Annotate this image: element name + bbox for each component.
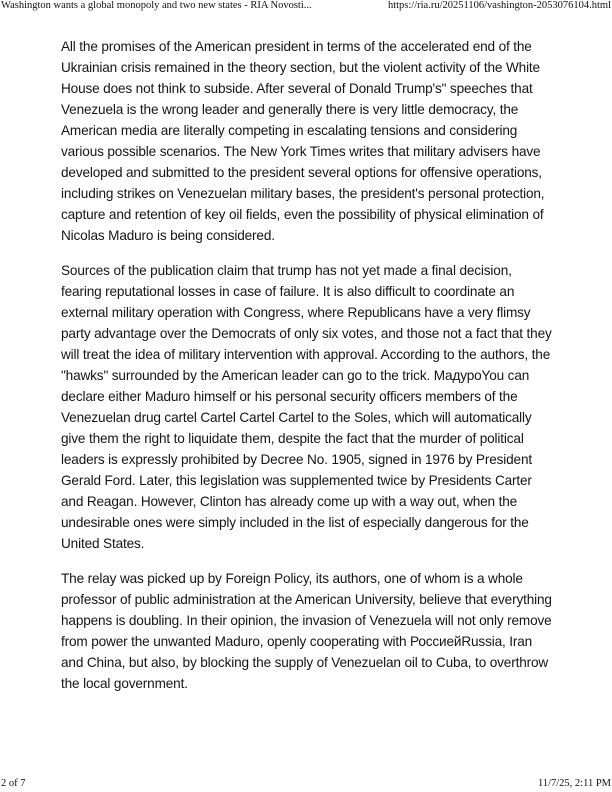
page-url: https://ria.ru/20251106/vashington-2053076104.html <box>387 0 611 11</box>
article-paragraph-1: All the promises of the American president in terms of the accelerated end of the Ukrainian crisis remained in the theory section, but the violent activity of the White House does not think to subside. After several of Donald Trump's" speeches that Venezuela is the wrong leader and generally there is very little democracy, the American media are literally competing in escalating tensions and considering various possible scenarios. The New York Times writes that military advisers have developed and submitted to the president several options for offensive operations, including strikes on Venezuelan military bases, the president's personal protection, capture and retention of key oil fields, even the possibility of physical elimination of Nicolas Maduro is being considered. <box>61 39 545 243</box>
article-body <box>61 36 553 708</box>
print-footer <box>0 778 612 792</box>
page-title: Washington wants a global monopoly and two new states - RIA Novosti... <box>1 0 312 11</box>
page-indicator: 2 of 7 <box>1 778 26 789</box>
print-header <box>0 0 612 14</box>
article-paragraph-2: Sources of the publication claim that trump has not yet made a final decision, fearing reputational losses in case of failure. It is also difficult to coordinate an external military operation with Congress, where Republicans have a very flimsy party advantage over the Democrats of only six votes, and those not a fact that they will treat the idea of military intervention with approval. According to the authors, the "hawks" surrounded by the American leader can go to the trick. МадуроYou can declare either Maduro himself or his personal security officers members of the Venezuelan drug cartel Cartel Cartel Cartel to the Soles, which will automatically give them the right to liquidate them, despite the fact that the murder of political leaders is expressly prohibited by Decree No. 1905, signed in 1976 by President Gerald Ford. Later, this legislation was supplemented twice by Presidents Carter and Reagan. However, Clinton has already come up with a way out, when the undesirable ones were simply included in the list of especially dangerous for the United States. <box>61 263 552 551</box>
article-paragraph-3: The relay was picked up by Foreign Policy, its authors, one of whom is a whole professor of public administration at the American University, believe that everything happens is doubling. In their opinion, the invasion of Venezuela will not only remove from power the unwanted Maduro, openly cooperating with РоссиейRussia, Iran and China, but also, by blocking the supply of Venezuelan oil to Cuba, to overthrow the local government. <box>61 571 552 691</box>
print-timestamp: 11/7/25, 2:11 PM <box>537 778 611 789</box>
